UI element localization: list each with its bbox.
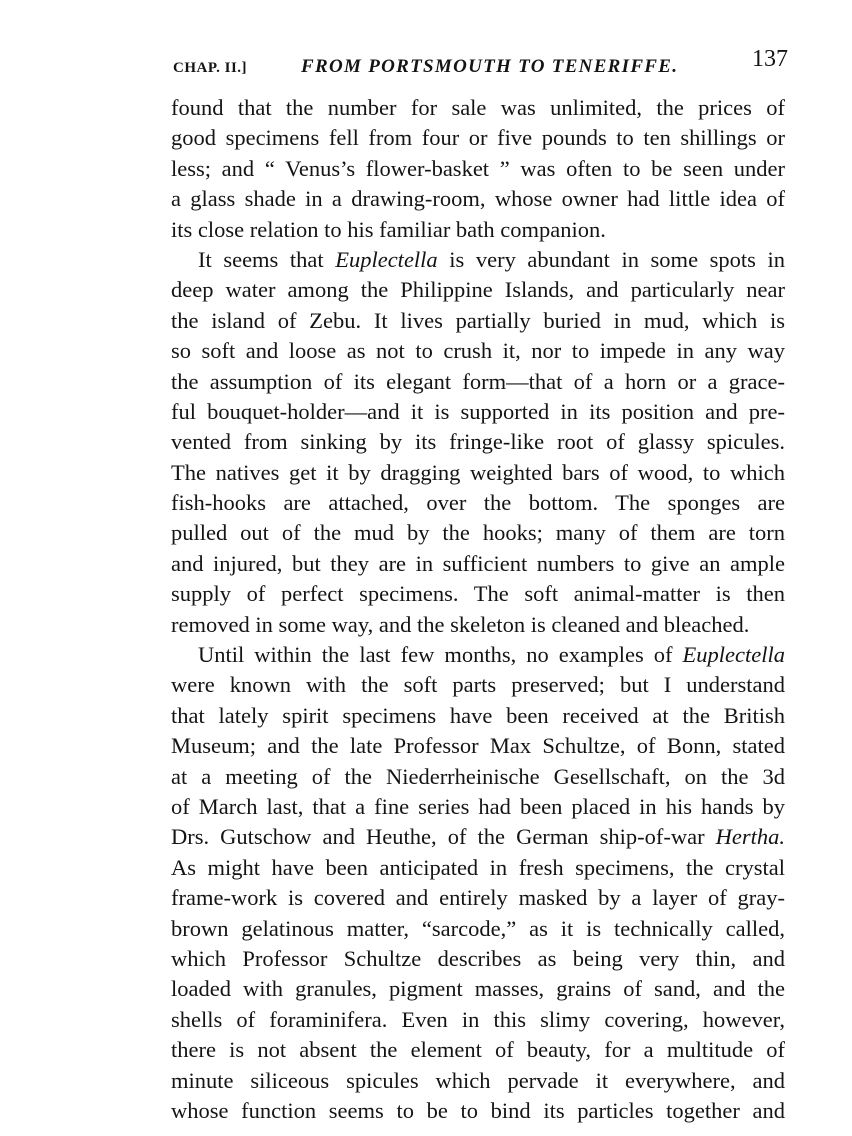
text-line: at a meeting of the Niederrheinische Gesellschaft, on the 3d bbox=[171, 763, 785, 789]
text-line: so soft and loose as not to crush it, nor to impede in any way bbox=[171, 338, 785, 364]
text-segment: It seems that bbox=[198, 246, 336, 272]
text-line: less; and “ Venus’s flower-basket ” was often to be seen under bbox=[171, 155, 785, 181]
text-line: frame-work is covered and entirely masked by a layer of gray- bbox=[171, 885, 785, 911]
text-line: brown gelatinous matter, “sarcode,” as it is technically called, bbox=[171, 915, 785, 941]
text-line: vented from sinking by its fringe-like root of glassy spicules. bbox=[171, 429, 785, 455]
text-line: were known with the soft parts preserved; but I understand bbox=[171, 672, 785, 698]
text-line: fish-hooks are attached, over the bottom. The sponges are bbox=[171, 490, 785, 516]
text-line: there is not absent the element of beauty, for a multitude of bbox=[171, 1037, 785, 1063]
italic-term: Euplectella bbox=[335, 246, 438, 272]
text-segment: Until within the last few months, no examples of bbox=[198, 642, 683, 668]
page-number: 137 bbox=[752, 46, 788, 72]
running-title: FROM PORTSMOUTH TO TENERIFFE. bbox=[301, 56, 679, 77]
text-line: and injured, but they are in sufficient numbers to give an ample bbox=[171, 550, 785, 576]
italic-term: Euplectella bbox=[682, 642, 785, 668]
text-line bbox=[171, 822, 785, 852]
text-segment: Drs. Gutschow and Heuthe, of the German ship-of-war bbox=[171, 824, 716, 850]
text-line: the assumption of its elegant form—that of a horn or a grace- bbox=[171, 368, 785, 394]
text-line: deep water among the Philippine Islands, and particularly near bbox=[171, 277, 785, 303]
text-line: of March last, that a fine series had been placed in his hands by bbox=[171, 793, 785, 819]
text-line: a glass shade in a drawing-room, whose owner had little idea of bbox=[171, 186, 785, 212]
text-line: As might have been anticipated in fresh specimens, the crystal bbox=[171, 854, 785, 880]
text-line: that lately spirit specimens have been received at the British bbox=[171, 702, 785, 728]
text-line: minute siliceous spicules which pervade it everywhere, and bbox=[171, 1067, 785, 1093]
text-line: its close relation to his familiar bath companion. bbox=[171, 216, 606, 242]
italic-term: Hertha. bbox=[715, 824, 785, 850]
text-line: good specimens fell from four or five pounds to ten shillings or bbox=[171, 125, 785, 151]
text-line: supply of perfect specimens. The soft animal-matter is then bbox=[171, 581, 785, 607]
text-line bbox=[198, 640, 785, 670]
body-text bbox=[171, 93, 785, 1126]
text-line: Museum; and the late Professor Max Schultze, of Bonn, stated bbox=[171, 733, 785, 759]
text-line: which Professor Schultze describes as being very thin, and bbox=[171, 945, 785, 971]
text-line: whose function seems to be to bind its particles together and bbox=[171, 1097, 785, 1123]
text-line: shells of foraminifera. Even in this slimy covering, however, bbox=[171, 1006, 785, 1032]
text-line: removed in some way, and the skeleton is cleaned and bleached. bbox=[171, 611, 750, 637]
text-line: The natives get it by dragging weighted bars of wood, to which bbox=[171, 459, 785, 485]
text-line: pulled out of the mud by the hooks; many of them are torn bbox=[171, 520, 785, 546]
text-segment: is very abundant in some spots in bbox=[437, 246, 785, 272]
text-line: loaded with granules, pigment masses, grains of sand, and the bbox=[171, 976, 785, 1002]
text-line: the island of Zebu. It lives partially buried in mud, which is bbox=[171, 307, 785, 333]
running-header bbox=[173, 46, 788, 82]
chapter-label: CHAP. II.] bbox=[173, 60, 248, 76]
text-line: found that the number for sale was unlimited, the prices of bbox=[171, 95, 785, 120]
text-line bbox=[198, 245, 785, 275]
text-line: ful bouquet-holder—and it is supported in its position and pre- bbox=[171, 398, 785, 424]
